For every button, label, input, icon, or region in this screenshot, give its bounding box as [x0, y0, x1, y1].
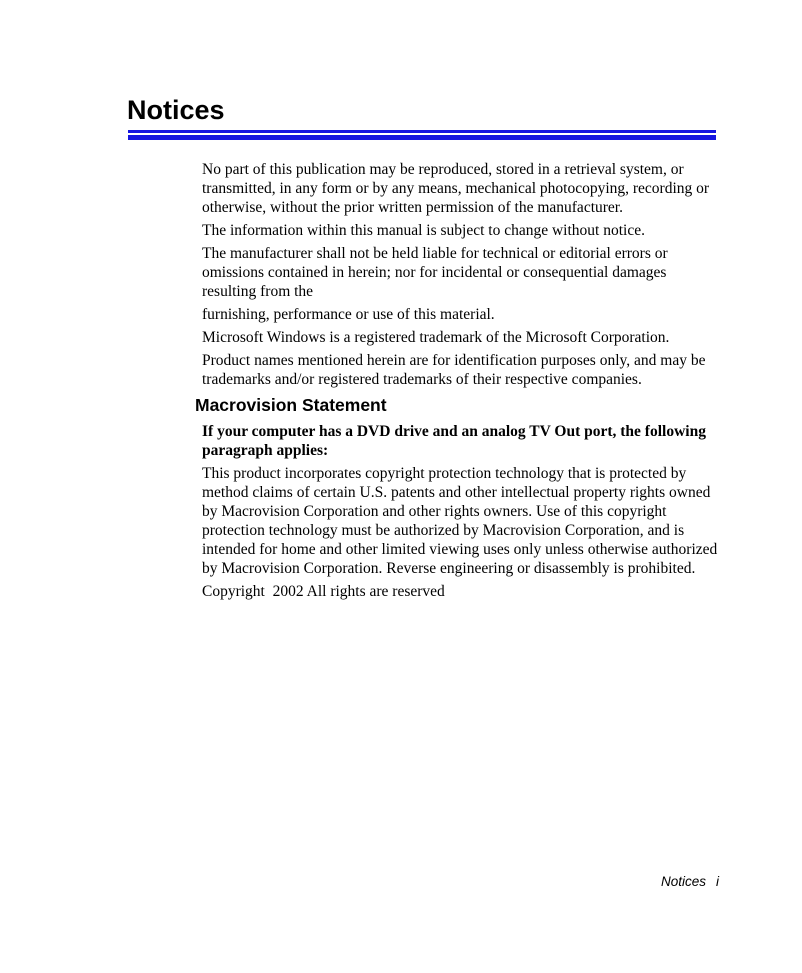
paragraph-macrovision-body: This product incorporates copyright protection technology that is protected by method claims of certain U.S. patents and other intellectual property rights owned by Macrovision Corporation and other rights owners. Use of this copyright protection technology must be authorized by Macrovision Corporation, and is intended for home and other limited viewing uses only unless otherwise authorized by Macrovision Corporation. Reverse engineering or disassembly is prohibited.: [202, 465, 718, 577]
paragraph-reproduction-notice: No part of this publication may be reproduced, stored in a retrieval system, or transmitted, in any form or by any means, mechanical photocopying, recording or otherwise, without the prior written permission of the manufacturer.: [202, 161, 710, 216]
paragraph-change-notice: The information within this manual is subject to change without notice.: [202, 222, 645, 239]
paragraph-macrovision-condition: If your computer has a DVD drive and an analog TV Out port, the following paragraph applies:: [202, 423, 706, 459]
paragraph-furnishing-notice: furnishing, performance or use of this material.: [202, 306, 495, 323]
paragraph-copyright: Copyright 2002 All rights are reserved: [202, 583, 445, 600]
paragraph-product-names: Product names mentioned herein are for identification purposes only, and may be trademarks and/or registered trademarks of their respective companies.: [202, 352, 706, 388]
page-footer: [661, 874, 719, 890]
title-rule: [128, 130, 716, 140]
document-body: [195, 160, 718, 605]
footer-section-label: Notices: [660, 874, 706, 889]
page-title: Notices: [127, 95, 225, 125]
paragraph-microsoft-trademark: Microsoft Windows is a registered trademark of the Microsoft Corporation.: [202, 329, 670, 346]
section-heading-macrovision: Macrovision Statement: [195, 395, 387, 415]
paragraph-liability-notice: The manufacturer shall not be held liable for technical or editorial errors or omissions contained in herein; nor for incidental or consequential damages resulting from the: [202, 245, 668, 300]
footer-page-number: i: [716, 874, 719, 889]
